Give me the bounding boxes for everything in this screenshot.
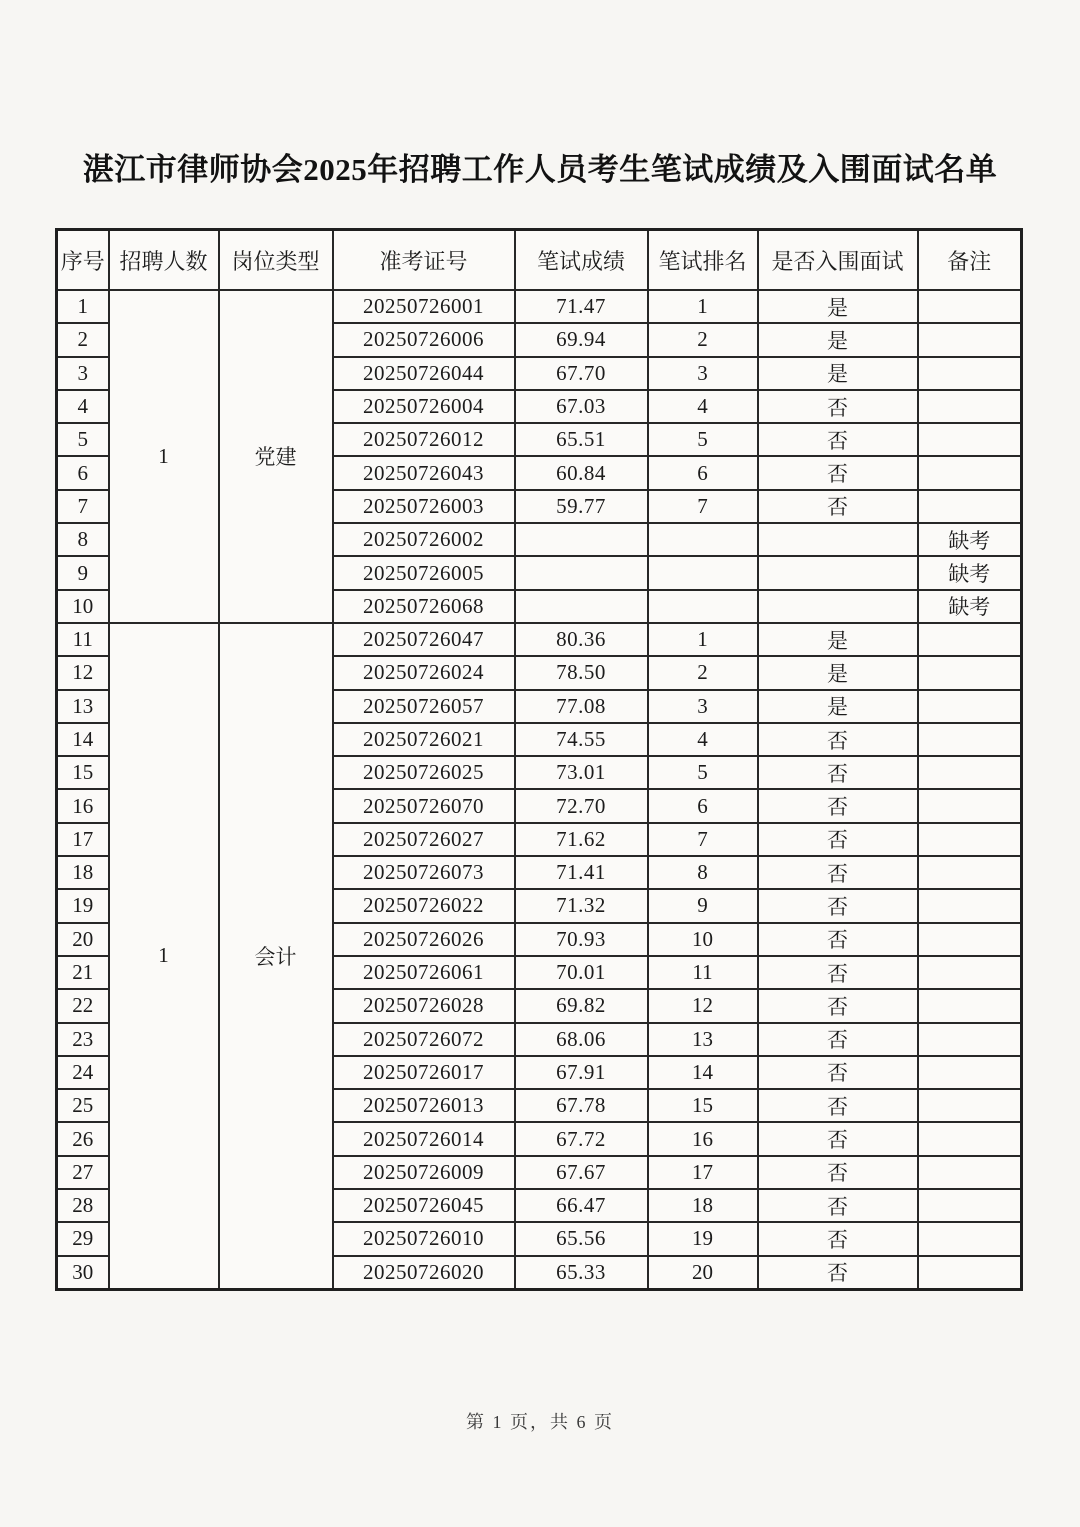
- cell-written-rank: 16: [648, 1122, 758, 1155]
- cell-written-rank: [648, 590, 758, 623]
- cell-written-rank: 5: [648, 423, 758, 456]
- cell-written-score: 68.06: [515, 1023, 648, 1056]
- cell-written-score: 71.47: [515, 290, 648, 323]
- cell-written-rank: 19: [648, 1222, 758, 1255]
- cell-index: 11: [57, 623, 109, 656]
- cell-ticket-number: 20250726014: [333, 1122, 515, 1155]
- cell-index: 22: [57, 989, 109, 1022]
- cell-written-score: 67.91: [515, 1056, 648, 1089]
- cell-written-rank: 12: [648, 989, 758, 1022]
- cell-index: 24: [57, 1056, 109, 1089]
- cell-written-rank: 10: [648, 923, 758, 956]
- cell-ticket-number: 20250726021: [333, 723, 515, 756]
- cell-written-rank: 6: [648, 456, 758, 489]
- cell-index: 25: [57, 1089, 109, 1122]
- cell-written-rank: 14: [648, 1056, 758, 1089]
- cell-written-rank: 2: [648, 656, 758, 689]
- table-row: [57, 290, 1022, 323]
- cell-remark: [918, 690, 1022, 723]
- cell-written-score: 71.41: [515, 856, 648, 889]
- cell-remark: [918, 756, 1022, 789]
- cell-written-score: 80.36: [515, 623, 648, 656]
- cell-shortlisted: 否: [758, 989, 918, 1022]
- cell-written-score: 74.55: [515, 723, 648, 756]
- cell-remark: [918, 290, 1022, 323]
- cell-shortlisted: 否: [758, 756, 918, 789]
- cell-written-score: 65.56: [515, 1222, 648, 1255]
- cell-shortlisted: 否: [758, 723, 918, 756]
- cell-index: 2: [57, 323, 109, 356]
- cell-index: 17: [57, 823, 109, 856]
- results-table: [55, 228, 1023, 1291]
- cell-index: 16: [57, 789, 109, 822]
- cell-ticket-number: 20250726043: [333, 456, 515, 489]
- cell-remark: [918, 889, 1022, 922]
- col-header-ticket-number: 准考证号: [333, 230, 515, 291]
- cell-written-rank: 2: [648, 323, 758, 356]
- page-footer: 第 1 页，共 6 页: [466, 1412, 614, 1432]
- cell-remark: [918, 423, 1022, 456]
- cell-ticket-number: 20250726017: [333, 1056, 515, 1089]
- cell-remark: [918, 1189, 1022, 1222]
- cell-ticket-number: 20250726024: [333, 656, 515, 689]
- cell-ticket-number: 20250726057: [333, 690, 515, 723]
- cell-written-rank: 6: [648, 789, 758, 822]
- cell-shortlisted: 否: [758, 1056, 918, 1089]
- cell-shortlisted: 否: [758, 956, 918, 989]
- cell-index: 19: [57, 889, 109, 922]
- cell-written-rank: 4: [648, 390, 758, 423]
- results-table-body: [57, 290, 1022, 1289]
- col-header-index: 序号: [57, 230, 109, 291]
- cell-ticket-number: 20250726006: [333, 323, 515, 356]
- cell-written-score: 59.77: [515, 490, 648, 523]
- cell-position-type: 会计: [219, 623, 333, 1289]
- cell-shortlisted: 否: [758, 1023, 918, 1056]
- cell-index: 7: [57, 490, 109, 523]
- cell-shortlisted: 否: [758, 1189, 918, 1222]
- cell-written-score: 73.01: [515, 756, 648, 789]
- cell-written-rank: 4: [648, 723, 758, 756]
- cell-written-rank: 18: [648, 1189, 758, 1222]
- cell-remark: 缺考: [918, 556, 1022, 589]
- cell-remark: [918, 789, 1022, 822]
- cell-ticket-number: 20250726068: [333, 590, 515, 623]
- cell-shortlisted: 否: [758, 1222, 918, 1255]
- cell-ticket-number: 20250726003: [333, 490, 515, 523]
- cell-ticket-number: 20250726073: [333, 856, 515, 889]
- cell-written-rank: [648, 556, 758, 589]
- cell-written-rank: 9: [648, 889, 758, 922]
- cell-written-rank: 1: [648, 623, 758, 656]
- cell-written-score: 78.50: [515, 656, 648, 689]
- cell-shortlisted: 否: [758, 1156, 918, 1189]
- cell-ticket-number: 20250726004: [333, 390, 515, 423]
- cell-shortlisted: 否: [758, 390, 918, 423]
- cell-written-score: 70.01: [515, 956, 648, 989]
- cell-shortlisted: 否: [758, 889, 918, 922]
- cell-written-rank: 1: [648, 290, 758, 323]
- cell-written-score: 65.51: [515, 423, 648, 456]
- cell-written-rank: 8: [648, 856, 758, 889]
- cell-ticket-number: 20250726010: [333, 1222, 515, 1255]
- cell-ticket-number: 20250726020: [333, 1256, 515, 1290]
- cell-index: 12: [57, 656, 109, 689]
- cell-index: 14: [57, 723, 109, 756]
- cell-remark: [918, 1056, 1022, 1089]
- cell-remark: [918, 1023, 1022, 1056]
- cell-index: 28: [57, 1189, 109, 1222]
- cell-index: 3: [57, 357, 109, 390]
- cell-written-score: 60.84: [515, 456, 648, 489]
- cell-shortlisted: 否: [758, 456, 918, 489]
- cell-remark: [918, 856, 1022, 889]
- cell-shortlisted: 否: [758, 1256, 918, 1290]
- col-header-position-type: 岗位类型: [219, 230, 333, 291]
- cell-position-type: 党建: [219, 290, 333, 623]
- cell-shortlisted: 是: [758, 690, 918, 723]
- cell-shortlisted: [758, 590, 918, 623]
- cell-ticket-number: 20250726009: [333, 1156, 515, 1189]
- cell-remark: 缺考: [918, 590, 1022, 623]
- cell-remark: [918, 1089, 1022, 1122]
- cell-written-score: 69.94: [515, 323, 648, 356]
- cell-written-rank: 7: [648, 490, 758, 523]
- cell-ticket-number: 20250726002: [333, 523, 515, 556]
- results-table-header: [57, 230, 1022, 291]
- cell-shortlisted: 是: [758, 323, 918, 356]
- header-row: [57, 230, 1022, 291]
- cell-index: 1: [57, 290, 109, 323]
- cell-written-score: 69.82: [515, 989, 648, 1022]
- cell-index: 9: [57, 556, 109, 589]
- cell-written-rank: 17: [648, 1156, 758, 1189]
- cell-index: 15: [57, 756, 109, 789]
- cell-ticket-number: 20250726072: [333, 1023, 515, 1056]
- cell-shortlisted: 否: [758, 789, 918, 822]
- cell-written-score: 65.33: [515, 1256, 648, 1290]
- cell-written-score: 77.08: [515, 690, 648, 723]
- cell-index: 5: [57, 423, 109, 456]
- cell-shortlisted: 否: [758, 1089, 918, 1122]
- cell-shortlisted: 是: [758, 623, 918, 656]
- cell-shortlisted: 否: [758, 490, 918, 523]
- cell-written-rank: 15: [648, 1089, 758, 1122]
- cell-ticket-number: 20250726001: [333, 290, 515, 323]
- col-header-written-rank: 笔试排名: [648, 230, 758, 291]
- cell-written-score: 67.72: [515, 1122, 648, 1155]
- cell-index: 4: [57, 390, 109, 423]
- cell-remark: [918, 656, 1022, 689]
- cell-written-rank: 3: [648, 690, 758, 723]
- cell-written-rank: 13: [648, 1023, 758, 1056]
- cell-ticket-number: 20250726028: [333, 989, 515, 1022]
- cell-written-score: 72.70: [515, 789, 648, 822]
- cell-written-score: 66.47: [515, 1189, 648, 1222]
- cell-ticket-number: 20250726005: [333, 556, 515, 589]
- cell-index: 13: [57, 690, 109, 723]
- cell-written-rank: 7: [648, 823, 758, 856]
- cell-written-score: 67.78: [515, 1089, 648, 1122]
- cell-remark: [918, 323, 1022, 356]
- cell-remark: [918, 1156, 1022, 1189]
- cell-written-score: 71.62: [515, 823, 648, 856]
- table-row: [57, 623, 1022, 656]
- cell-recruit-count: 1: [109, 290, 219, 623]
- cell-index: 18: [57, 856, 109, 889]
- cell-index: 20: [57, 923, 109, 956]
- cell-shortlisted: [758, 556, 918, 589]
- cell-written-rank: 20: [648, 1256, 758, 1290]
- col-header-written-score: 笔试成绩: [515, 230, 648, 291]
- cell-remark: [918, 623, 1022, 656]
- cell-remark: [918, 1222, 1022, 1255]
- cell-index: 10: [57, 590, 109, 623]
- cell-written-score: 67.67: [515, 1156, 648, 1189]
- cell-shortlisted: [758, 523, 918, 556]
- col-header-remark: 备注: [918, 230, 1022, 291]
- cell-written-score: [515, 590, 648, 623]
- cell-written-score: 67.03: [515, 390, 648, 423]
- cell-written-score: 71.32: [515, 889, 648, 922]
- cell-remark: [918, 989, 1022, 1022]
- cell-remark: [918, 490, 1022, 523]
- cell-index: 6: [57, 456, 109, 489]
- cell-index: 27: [57, 1156, 109, 1189]
- cell-ticket-number: 20250726027: [333, 823, 515, 856]
- cell-ticket-number: 20250726070: [333, 789, 515, 822]
- cell-ticket-number: 20250726045: [333, 1189, 515, 1222]
- cell-shortlisted: 是: [758, 656, 918, 689]
- cell-remark: [918, 956, 1022, 989]
- cell-written-rank: 5: [648, 756, 758, 789]
- cell-index: 29: [57, 1222, 109, 1255]
- cell-shortlisted: 否: [758, 423, 918, 456]
- cell-index: 30: [57, 1256, 109, 1290]
- cell-remark: [918, 723, 1022, 756]
- cell-ticket-number: 20250726044: [333, 357, 515, 390]
- cell-shortlisted: 否: [758, 823, 918, 856]
- cell-written-score: 70.93: [515, 923, 648, 956]
- cell-remark: 缺考: [918, 523, 1022, 556]
- cell-ticket-number: 20250726047: [333, 623, 515, 656]
- cell-remark: [918, 923, 1022, 956]
- cell-remark: [918, 456, 1022, 489]
- cell-remark: [918, 357, 1022, 390]
- col-header-shortlisted: 是否入围面试: [758, 230, 918, 291]
- cell-shortlisted: 是: [758, 357, 918, 390]
- cell-index: 23: [57, 1023, 109, 1056]
- cell-written-score: 67.70: [515, 357, 648, 390]
- cell-index: 26: [57, 1122, 109, 1155]
- cell-written-rank: [648, 523, 758, 556]
- cell-shortlisted: 否: [758, 923, 918, 956]
- cell-shortlisted: 否: [758, 1122, 918, 1155]
- col-header-recruit-count: 招聘人数: [109, 230, 219, 291]
- cell-shortlisted: 是: [758, 290, 918, 323]
- cell-ticket-number: 20250726025: [333, 756, 515, 789]
- cell-shortlisted: 否: [758, 856, 918, 889]
- cell-ticket-number: 20250726022: [333, 889, 515, 922]
- document-title: 湛江市律师协会2025年招聘工作人员考生笔试成绩及入围面试名单: [82, 152, 998, 187]
- cell-written-rank: 11: [648, 956, 758, 989]
- cell-ticket-number: 20250726012: [333, 423, 515, 456]
- cell-written-rank: 3: [648, 357, 758, 390]
- cell-written-score: [515, 523, 648, 556]
- cell-remark: [918, 1256, 1022, 1290]
- cell-written-score: [515, 556, 648, 589]
- cell-index: 8: [57, 523, 109, 556]
- cell-recruit-count: 1: [109, 623, 219, 1289]
- cell-ticket-number: 20250726013: [333, 1089, 515, 1122]
- cell-ticket-number: 20250726026: [333, 923, 515, 956]
- cell-remark: [918, 390, 1022, 423]
- cell-remark: [918, 823, 1022, 856]
- cell-ticket-number: 20250726061: [333, 956, 515, 989]
- cell-index: 21: [57, 956, 109, 989]
- cell-remark: [918, 1122, 1022, 1155]
